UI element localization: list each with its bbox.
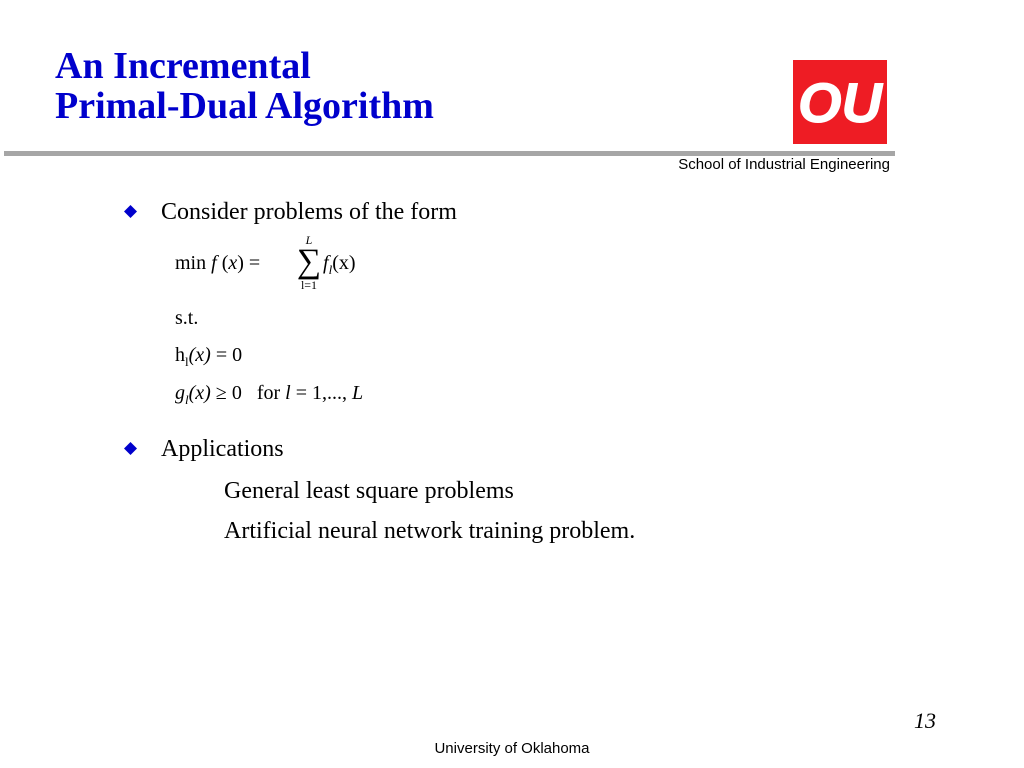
- bullet-consider: Consider problems of the form: [161, 199, 457, 225]
- ou-logo: [793, 60, 887, 144]
- slide-title: [55, 46, 434, 126]
- application-item: Artificial neural network training problem.: [224, 518, 636, 544]
- objective-formula: min f (x) =: [175, 252, 261, 274]
- title-line-2: Primal-Dual Algorithm: [55, 85, 434, 127]
- subject-to-label: s.t.: [175, 307, 199, 329]
- application-item: General least square problems: [224, 478, 514, 504]
- inequality-constraint: $g_l(x) \ge 0$ for l = 1,..., L: [175, 382, 364, 407]
- title-line-1: An Incremental: [55, 45, 311, 87]
- summand: $f_l(x)$: [323, 252, 356, 277]
- logo-text: OU: [798, 71, 882, 134]
- page-number: 13: [914, 708, 936, 733]
- bullet-applications: Applications: [161, 436, 284, 462]
- summation-sign: L ∑ l=1: [296, 233, 322, 292]
- diamond-bullet-icon: [124, 205, 137, 218]
- equality-constraint: $h_l(x) = 0$: [175, 344, 243, 369]
- footer-text: University of Oklahoma: [434, 740, 590, 757]
- diamond-bullet-icon: [124, 442, 137, 455]
- school-name: School of Industrial Engineering: [678, 156, 890, 173]
